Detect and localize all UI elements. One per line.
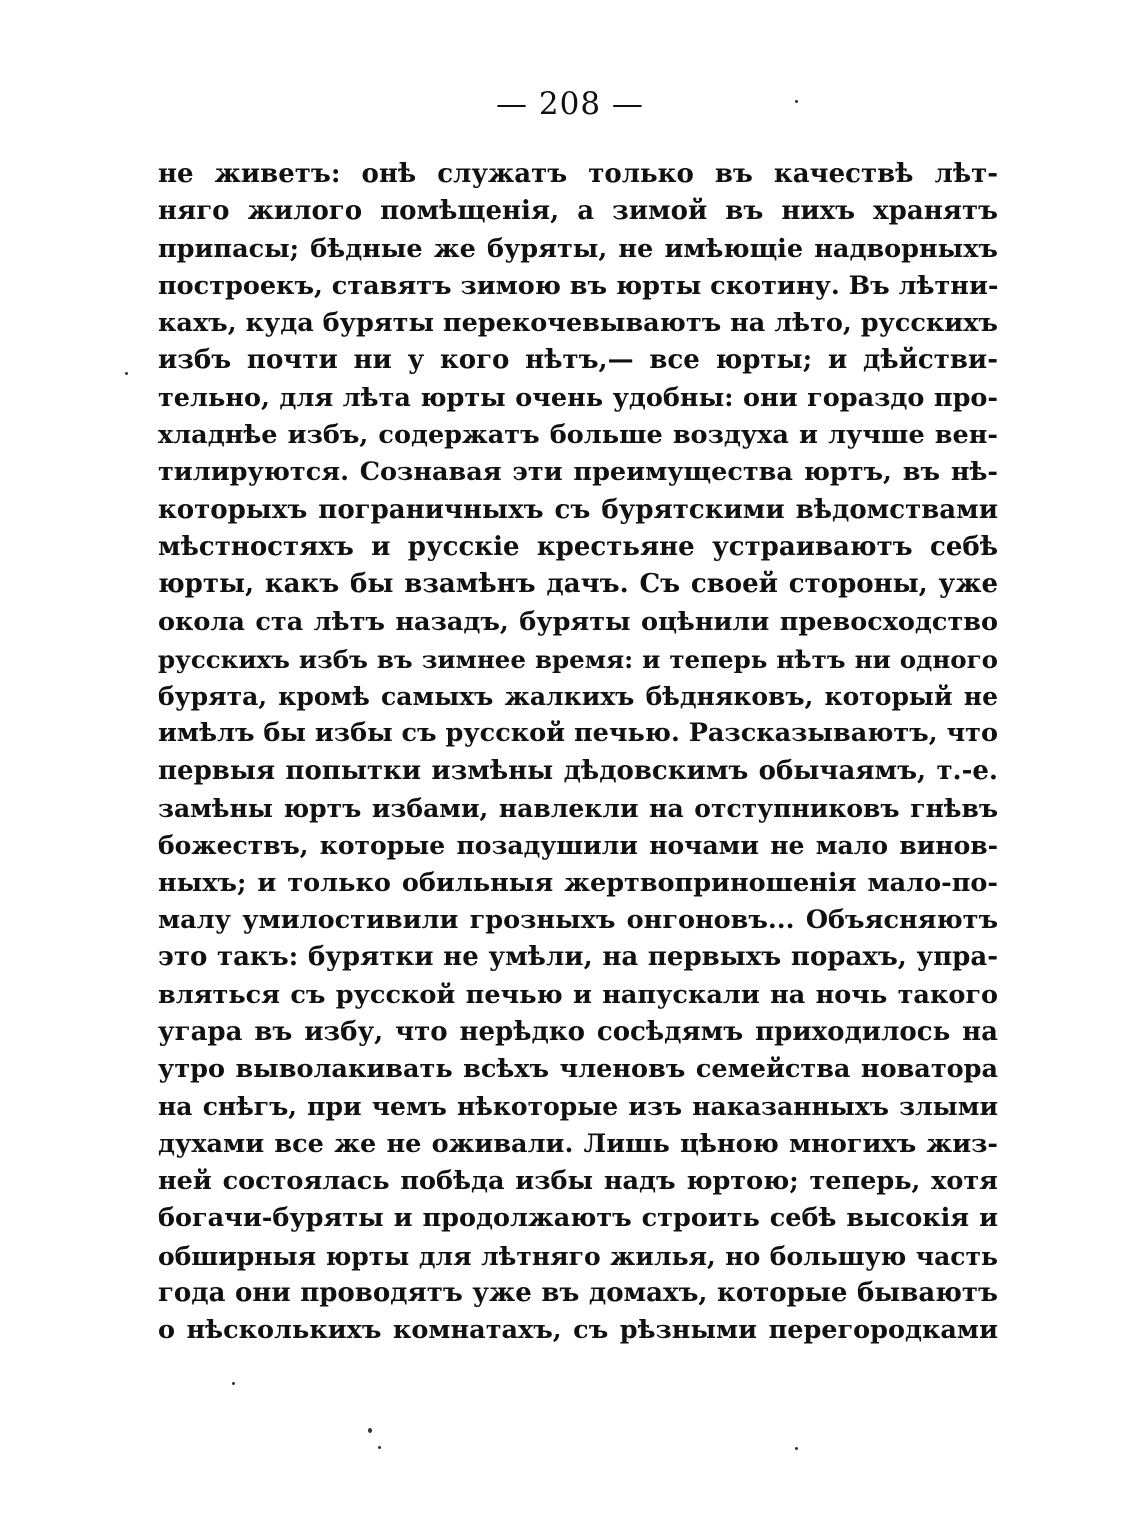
text-line: бурята, кромѣ самыхъ жалкихъ бѣдняковъ, который не [158,682,998,712]
text-line: няго жилого помѣщенія, а зимой въ нихъ хранятъ [158,196,998,227]
text-line: которыхъ пограничныхъ съ бурятскими вѣдомствами [158,494,998,525]
text-line: года они проводятъ уже въ домахъ, которые бываютъ [158,1277,998,1308]
body-text [158,156,998,1350]
text-line: божествъ, которые позадушили ночами не мало винов- [158,831,998,861]
text-line: угара въ избу, что нерѣдко сосѣдямъ приходилось на [158,1016,998,1047]
text-line: не живетъ: онѣ служатъ только въ качествѣ лѣт- [158,159,998,189]
scan-speck [795,1447,798,1450]
text-line: замѣны юртъ избами, навлекли на отступниковъ гнѣвъ [158,794,998,824]
text-line: кахъ, куда буряты перекочевываютъ на лѣто, русскихъ [158,308,998,339]
text-line: хладнѣе избъ, содержатъ больше воздуха и лучше вен- [158,420,998,451]
text-line: мѣстностяхъ и русскіе крестьяне устраиваютъ себѣ [158,531,998,562]
text-line: избъ почти ни у кого нѣтъ,— все юрты; и дѣйстви- [158,345,998,376]
text-line: это такъ: бурятки не умѣли, на первыхъ порахъ, упра- [158,942,998,973]
text-line: утро выволакивать всѣхъ членовъ семейства новатора [158,1054,998,1085]
text-line: на снѣгъ, при чемъ нѣкоторые изъ наказанныхъ злыми [158,1092,998,1122]
text-line: русскихъ избъ въ зимнее время: и теперь нѣтъ ни одного [158,644,998,674]
scan-speck [368,1428,372,1433]
text-line: обширныя юрты для лѣтняго жилья, но большую часть [158,1241,998,1271]
text-line: ней состоялась побѣда избы надъ юртою; теперь, хотя [158,1166,998,1197]
scan-speck [232,1382,235,1385]
text-line: духами все же не оживали. Лишь цѣною многихъ жиз- [158,1128,998,1159]
scan-speck [378,1446,381,1449]
text-line: малу умилостивили грозныхъ онгоновъ... Объясняютъ [158,904,998,935]
page-number: — 208 — [496,86,644,122]
text-line: первыя попытки измѣны дѣдовскимъ обычаямъ, т.-е. [158,755,998,786]
text-line: юрты, какъ бы взамѣнъ дачъ. Съ своей стороны, уже [158,569,998,600]
scan-speck [795,100,798,103]
text-line: ныхъ; и только обильныя жертвоприношенія мало-по- [158,867,998,898]
text-line: имѣлъ бы избы съ русской печью. Разсказываютъ, что [158,718,998,749]
text-line: окола ста лѣтъ назадъ, буряты оцѣнили превосходство [158,606,998,637]
text-line: богачи-буряты и продолжаютъ строить себѣ высокія и [158,1203,998,1234]
text-line: построекъ, ставятъ зимою въ юрты скотину. Въ лѣтни- [158,270,998,301]
text-line: вляться съ русской печью и напускали на ночь такого [158,979,998,1010]
scan-speck [125,372,128,375]
text-line: тельно, для лѣта юрты очень удобны: они гораздо про- [158,382,998,413]
text-line: тилируются. Сознавая эти преимущества юртъ, въ нѣ- [158,457,998,488]
text-line: о нѣсколькихъ комнатахъ, съ рѣзными перегородками [158,1315,998,1346]
text-line: припасы; бѣдные же буряты, не имѣющіе надворныхъ [158,233,998,264]
